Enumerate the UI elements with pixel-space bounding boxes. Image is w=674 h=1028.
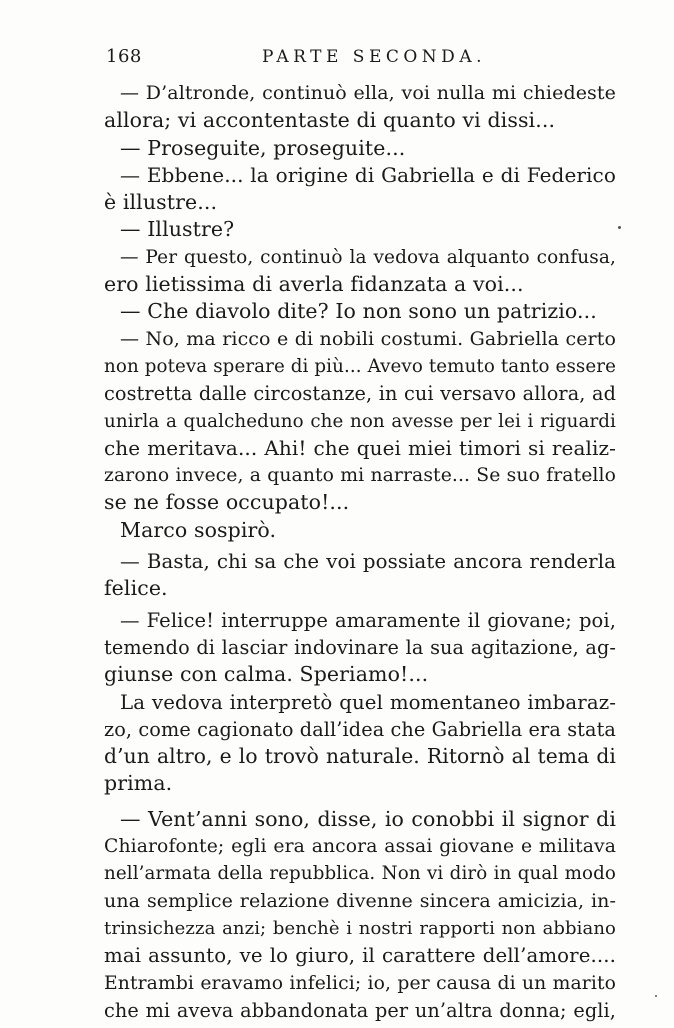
text-line: — Vent’anni sono, disse, io conobbi il signor di [120,806,616,831]
text-line: — No, ma ricco e di nobili costumi. Gabriella certo [120,327,616,350]
text-line: — Illustre? [120,217,235,242]
text-line: — D’altronde, continuò ella, voi nulla mi chiedeste [120,82,616,104]
text-line: La vedova interpretò quel momentaneo imbaraz- [120,690,616,714]
text-line: nell’armata della repubblica. Non vi dirò in qual modo [104,863,616,885]
text-line: — Per questo, continuò la vedova alquanto confusa, [120,246,616,268]
text-line: giunse con calma. Speriamo!... [104,662,429,687]
text-line: — Basta, chi sa che voi possiate ancora renderla [120,550,616,574]
body-text [104,80,616,1024]
text-line: — Che diavolo dite? Io non sono un patrizio... [120,299,597,324]
text-line: temendo di lasciar indovinare la sua agitazione, ag- [104,635,616,659]
text-line: se ne fosse occupato!... [104,490,350,515]
running-head: PARTE SECONDA. [262,47,486,67]
text-line: prima. [104,771,173,796]
text-line: allora; vi accontentaste di quanto vi dissi... [104,108,556,133]
text-line: Chiarofonte; egli era ancora assai giovane e militava [104,836,616,858]
text-line: — Felice! interruppe amaramente il giovane; poi, [120,608,616,632]
paper-speck [618,226,621,229]
text-line: felice. [104,576,168,601]
text-line: zarono invece, a quanto mi narraste... Se suo fratello [104,465,616,487]
page-header [106,44,616,72]
text-line: che meritava... Ahi! che quei miei timori si realiz- [104,435,616,460]
text-line: mai assunto, ve lo giuro, il carattere dell’amore.... [104,944,616,968]
text-line: costretta dalle circostanze, in cui versavo allora, ad [104,382,616,406]
text-line: Marco sospirò. [120,517,277,542]
text-line: non poteva sperare di più... Avevo temuto tanto essere [104,355,616,377]
text-line: unirla a qualcheduno che non avesse per lei i riguardi [104,410,616,432]
text-line: d’un altro, e lo trovò naturale. Ritornò al tema di [104,744,616,769]
text-line: è illustre... [104,190,218,215]
text-line: che mi aveva abbandonata per un’altra donna; egli, [104,998,616,1022]
text-line: ero lietissima di averla fidanzata a voi... [104,272,524,297]
page-number: 168 [106,46,142,67]
text-line: trinsichezza anzi; benchè i nostri rapporti non abbiano [104,917,616,939]
text-line: una semplice relazione divenne sincera amicizia, in- [104,889,616,912]
text-line: — Ebbene... la origine di Gabriella e di Federico [120,162,616,187]
text-line: zo, come cagionato dall’idea che Gabriella era stata [104,717,616,741]
text-line: — Proseguite, proseguite... [120,135,406,160]
paper-speck [655,995,657,997]
text-line: Entrambi eravamo infelici; io, per causa di un marito [104,972,616,994]
